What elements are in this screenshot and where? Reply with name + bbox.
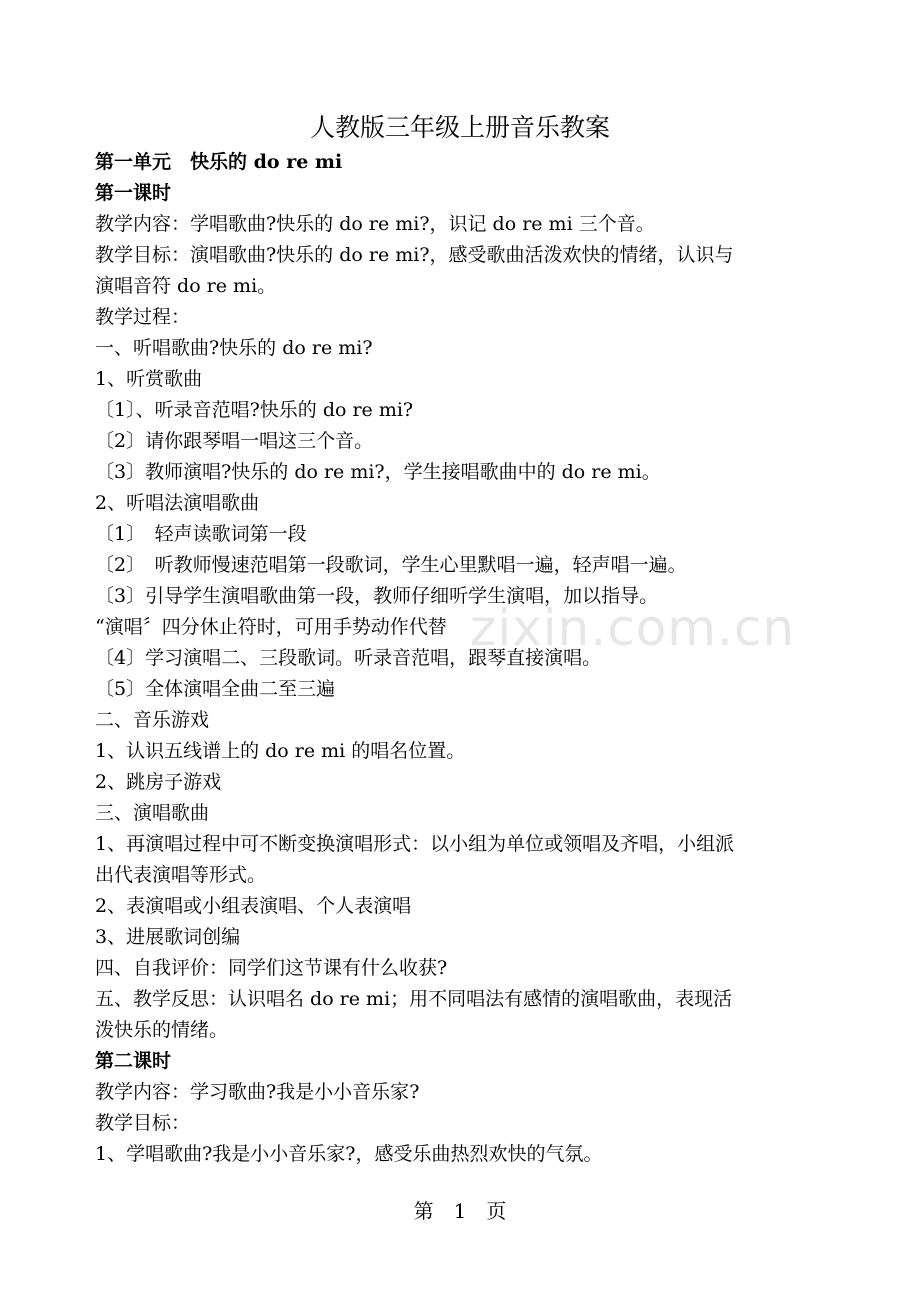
text-line: 3、进展歌词创编	[95, 926, 241, 948]
text-line: 一、听唱歌曲?快乐的 do re mi?	[95, 337, 373, 359]
text-line: 1、学唱歌曲?我是小小音乐家?，感受乐曲热烈欢快的气氛。	[95, 1143, 603, 1165]
document-body	[95, 147, 830, 1170]
text-line: 〔3〕教师演唱?快乐的 do re mi?，学生接唱歌曲中的 do re mi。	[95, 461, 661, 483]
text-line: 五、教学反思：认识唱名 do re mi；用不同唱法有感情的演唱歌曲，表现活	[95, 988, 733, 1010]
page-number: 第 1 页	[413, 1199, 507, 1223]
text-line: 1、听赏歌曲	[95, 368, 203, 390]
text-line: “演唱〞四分休止符时，可用手势动作代替	[95, 616, 447, 638]
section-heading: 第一课时	[95, 182, 172, 204]
text-line: 〔2〕请你跟琴唱一唱这三个音。	[95, 430, 374, 452]
text-line: 2、听唱法演唱歌曲	[95, 492, 260, 514]
text-line: 〔2〕 听教师慢速范唱第一段歌词，学生心里默唱一遍，轻声唱一遍。	[95, 554, 687, 576]
page-title: 人教版三年级上册音乐教案	[309, 113, 610, 142]
text-line: 教学目标：	[95, 1112, 191, 1134]
text-line: 演唱音符 do re mi。	[95, 275, 277, 297]
text-line: 教学内容：学习歌曲?我是小小音乐家?	[95, 1081, 420, 1103]
watermark: zixin.com.cn	[470, 599, 796, 657]
text-line: 1、认识五线谱上的 do re mi 的唱名位置。	[95, 740, 466, 762]
text-line: 2、表演唱或小组表演唱、个人表演唱	[95, 895, 412, 917]
text-line: 〔4〕学习演唱二、三段歌词。听录音范唱，跟琴直接演唱。	[95, 647, 602, 669]
section-heading: 第一单元 快乐的 do re mi	[95, 151, 343, 173]
text-line: 泼快乐的情绪。	[95, 1019, 229, 1041]
text-line: 〔3〕引导学生演唱歌曲第一段，教师仔细听学生演唱，加以指导。	[95, 585, 659, 607]
text-line: 〔1〕 轻声读歌词第一段	[95, 523, 307, 545]
text-line: 出代表演唱等形式。	[95, 864, 267, 886]
text-line: 1、再演唱过程中可不断变换演唱形式：以小组为单位或领唱及齐唱，小组派	[95, 833, 735, 855]
text-line: 三、演唱歌曲	[95, 802, 210, 824]
text-line: 四、自我评价：同学们这节课有什么收获?	[95, 957, 448, 979]
text-line: 〔5〕全体演唱全曲二至三遍	[95, 678, 336, 700]
text-line: 教学目标：演唱歌曲?快乐的 do re mi?，感受歌曲活泼欢快的情绪，认识与	[95, 244, 734, 266]
text-line: 二、音乐游戏	[95, 709, 210, 731]
text-line: 2、跳房子游戏	[95, 771, 222, 793]
text-line: 教学过程：	[95, 306, 191, 328]
text-line: 〔1〕、听录音范唱?快乐的 do re mi?	[95, 399, 414, 421]
text-line: 教学内容：学唱歌曲?快乐的 do re mi?，识记 do re mi 三个音。	[95, 213, 655, 235]
section-heading: 第二课时	[95, 1050, 172, 1072]
